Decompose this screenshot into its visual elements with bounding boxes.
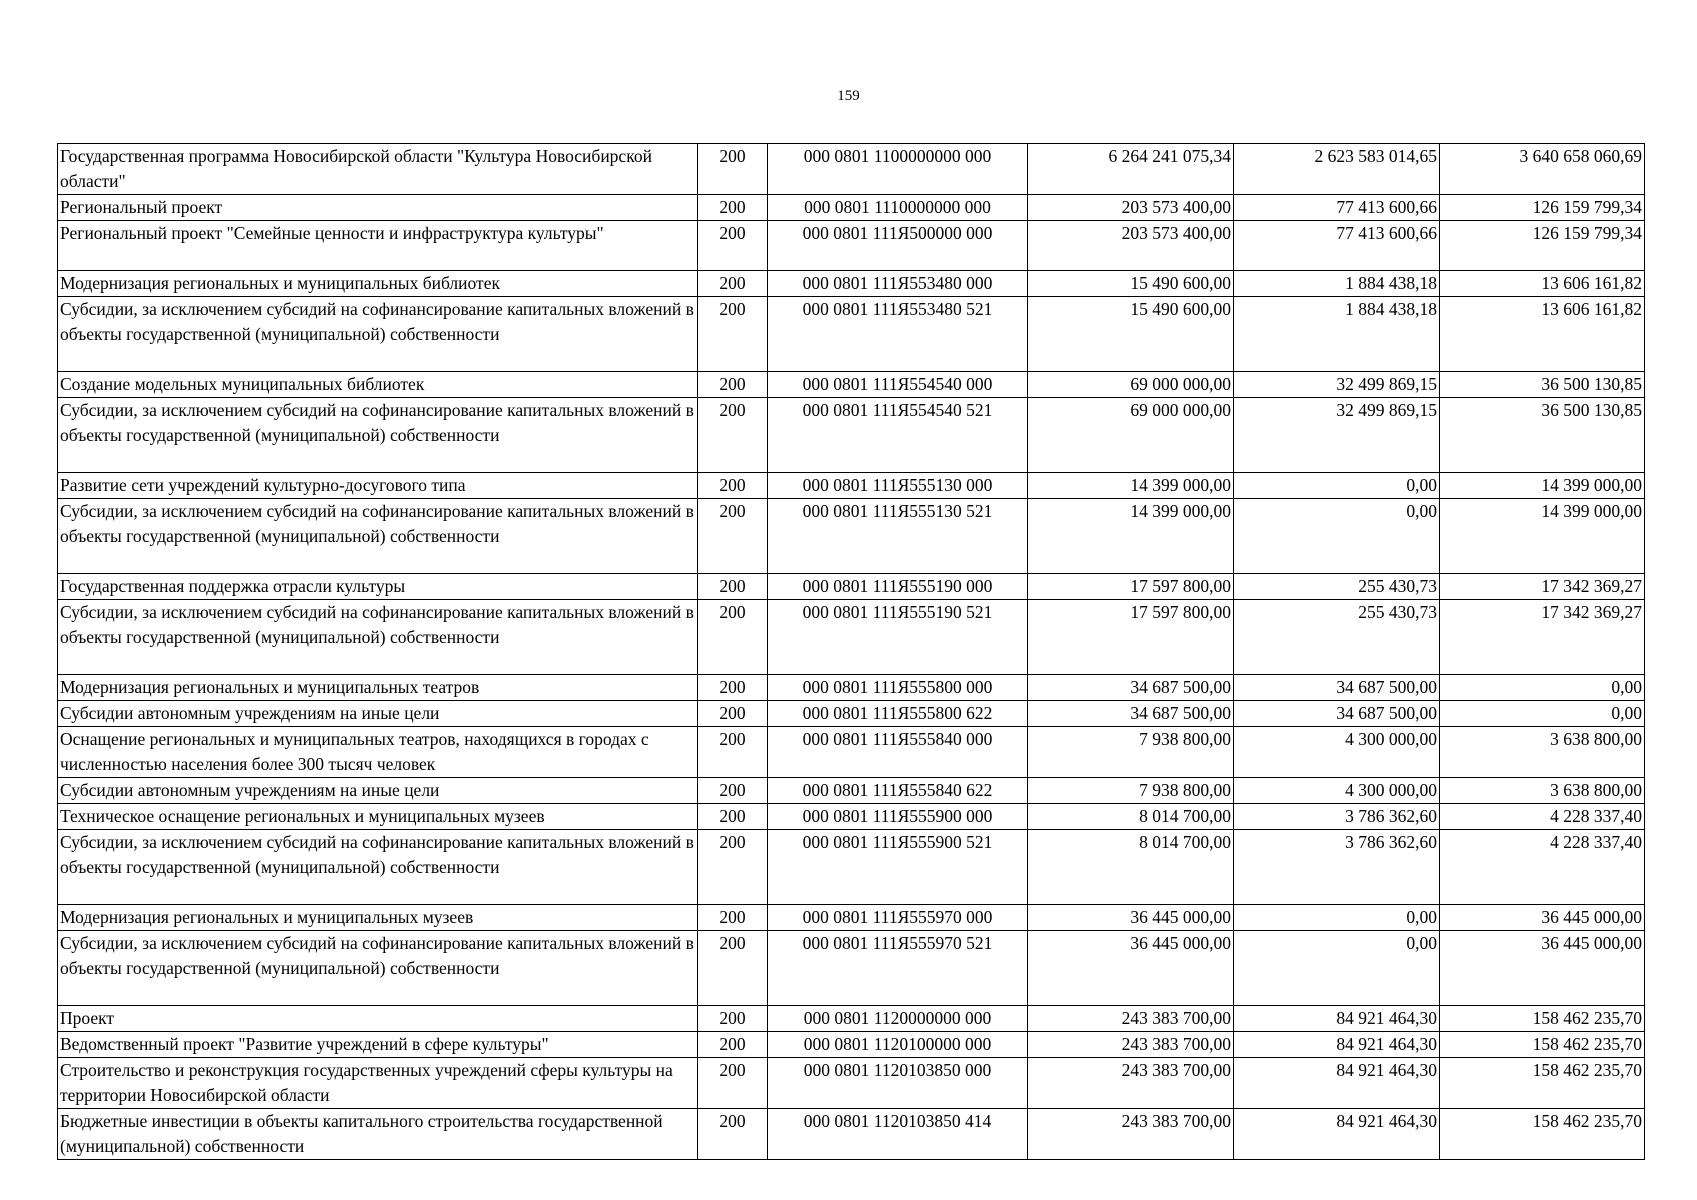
row-kbk: 000 0801 1120103850 414: [768, 1109, 1028, 1160]
row-remaining: 0,00: [1440, 675, 1645, 701]
row-kbk: 000 0801 111Я555130 000: [768, 473, 1028, 499]
row-remaining: 14 399 000,00: [1440, 473, 1645, 499]
row-code: 200: [698, 675, 768, 701]
row-executed: 4 300 000,00: [1234, 727, 1440, 778]
row-kbk: 000 0801 111Я555800 622: [768, 701, 1028, 727]
row-kbk: 000 0801 111Я555130 521: [768, 499, 1028, 574]
row-remaining: 17 342 369,27: [1440, 600, 1645, 675]
row-executed: 32 499 869,15: [1234, 398, 1440, 473]
row-executed: 0,00: [1234, 473, 1440, 499]
row-name: Развитие сети учреждений культурно-досугового типа: [58, 473, 698, 499]
table-row: [58, 1032, 1645, 1058]
row-remaining: 0,00: [1440, 701, 1645, 727]
row-approved: 243 383 700,00: [1028, 1032, 1234, 1058]
row-approved: 36 445 000,00: [1028, 905, 1234, 931]
row-approved: 7 938 800,00: [1028, 778, 1234, 804]
row-kbk: 000 0801 111Я555190 521: [768, 600, 1028, 675]
table-row: [58, 473, 1645, 499]
row-kbk: 000 0801 111Я554540 000: [768, 372, 1028, 398]
row-kbk: 000 0801 111Я500000 000: [768, 221, 1028, 271]
row-remaining: 3 638 800,00: [1440, 778, 1645, 804]
row-approved: 69 000 000,00: [1028, 398, 1234, 473]
row-remaining: 36 500 130,85: [1440, 372, 1645, 398]
row-approved: 7 938 800,00: [1028, 727, 1234, 778]
table-row: [58, 804, 1645, 830]
row-name: Государственная программа Новосибирской области "Культура Новосибирской области": [58, 144, 698, 195]
row-name: Ведомственный проект "Развитие учреждений в сфере культуры": [58, 1032, 698, 1058]
table-row: [58, 297, 1645, 372]
row-code: 200: [698, 830, 768, 905]
row-code: 200: [698, 1032, 768, 1058]
table-row: [58, 398, 1645, 473]
table-row: [58, 144, 1645, 195]
row-approved: 243 383 700,00: [1028, 1109, 1234, 1160]
table-row: [58, 931, 1645, 1006]
row-approved: 15 490 600,00: [1028, 297, 1234, 372]
row-approved: 8 014 700,00: [1028, 830, 1234, 905]
row-approved: 15 490 600,00: [1028, 271, 1234, 297]
row-remaining: 3 638 800,00: [1440, 727, 1645, 778]
row-code: 200: [698, 297, 768, 372]
row-kbk: 000 0801 1110000000 000: [768, 195, 1028, 221]
row-approved: 17 597 800,00: [1028, 600, 1234, 675]
row-code: 200: [698, 144, 768, 195]
row-remaining: 158 462 235,70: [1440, 1032, 1645, 1058]
row-approved: 8 014 700,00: [1028, 804, 1234, 830]
row-code: 200: [698, 701, 768, 727]
table-row: [58, 221, 1645, 271]
row-name: Создание модельных муниципальных библиотек: [58, 372, 698, 398]
row-executed: 3 786 362,60: [1234, 804, 1440, 830]
row-kbk: 000 0801 1120100000 000: [768, 1032, 1028, 1058]
row-name: Региональный проект: [58, 195, 698, 221]
row-approved: 14 399 000,00: [1028, 499, 1234, 574]
row-executed: 32 499 869,15: [1234, 372, 1440, 398]
row-remaining: 3 640 658 060,69: [1440, 144, 1645, 195]
row-remaining: 36 500 130,85: [1440, 398, 1645, 473]
row-remaining: 36 445 000,00: [1440, 931, 1645, 1006]
table-row: [58, 1058, 1645, 1109]
row-executed: 0,00: [1234, 499, 1440, 574]
table-row: [58, 499, 1645, 574]
row-executed: 255 430,73: [1234, 574, 1440, 600]
row-kbk: 000 0801 111Я553480 000: [768, 271, 1028, 297]
row-remaining: 126 159 799,34: [1440, 221, 1645, 271]
row-executed: 0,00: [1234, 905, 1440, 931]
row-kbk: 000 0801 111Я555970 521: [768, 931, 1028, 1006]
row-kbk: 000 0801 111Я553480 521: [768, 297, 1028, 372]
row-name: Строительство и реконструкция государственных учреждений сферы культуры на территории Новосибирской области: [58, 1058, 698, 1109]
row-code: 200: [698, 1006, 768, 1032]
row-name: Субсидии, за исключением субсидий на софинансирование капитальных вложений в объекты государственной (муниципальной) собственности: [58, 830, 698, 905]
row-code: 200: [698, 195, 768, 221]
table-row: [58, 778, 1645, 804]
row-name: Оснащение региональных и муниципальных театров, находящихся в городах с численностью населения более 300 тысяч человек: [58, 727, 698, 778]
row-executed: 84 921 464,30: [1234, 1032, 1440, 1058]
table-row: [58, 271, 1645, 297]
row-executed: 3 786 362,60: [1234, 830, 1440, 905]
row-remaining: 14 399 000,00: [1440, 499, 1645, 574]
row-name: Государственная поддержка отрасли культуры: [58, 574, 698, 600]
row-executed: 84 921 464,30: [1234, 1006, 1440, 1032]
row-code: 200: [698, 727, 768, 778]
row-code: 200: [698, 271, 768, 297]
row-kbk: 000 0801 111Я555840 622: [768, 778, 1028, 804]
row-code: 200: [698, 574, 768, 600]
row-code: 200: [698, 804, 768, 830]
row-kbk: 000 0801 111Я555900 000: [768, 804, 1028, 830]
page-number: 159: [837, 88, 860, 104]
table-row: [58, 727, 1645, 778]
table-row: [58, 600, 1645, 675]
row-name: Региональный проект "Семейные ценности и инфраструктура культуры": [58, 221, 698, 271]
row-name: Модернизация региональных и муниципальных музеев: [58, 905, 698, 931]
row-name: Проект: [58, 1006, 698, 1032]
row-approved: 243 383 700,00: [1028, 1006, 1234, 1032]
row-remaining: 4 228 337,40: [1440, 830, 1645, 905]
table-row: [58, 1109, 1645, 1160]
row-executed: 2 623 583 014,65: [1234, 144, 1440, 195]
row-remaining: 13 606 161,82: [1440, 297, 1645, 372]
table-row: [58, 905, 1645, 931]
row-executed: 34 687 500,00: [1234, 701, 1440, 727]
table-row: [58, 372, 1645, 398]
row-approved: 6 264 241 075,34: [1028, 144, 1234, 195]
row-executed: 84 921 464,30: [1234, 1109, 1440, 1160]
row-executed: 1 884 438,18: [1234, 271, 1440, 297]
row-code: 200: [698, 499, 768, 574]
row-approved: 34 687 500,00: [1028, 675, 1234, 701]
row-kbk: 000 0801 111Я555900 521: [768, 830, 1028, 905]
row-kbk: 000 0801 111Я555970 000: [768, 905, 1028, 931]
row-approved: 36 445 000,00: [1028, 931, 1234, 1006]
budget-table-body: [58, 144, 1645, 1160]
row-executed: 255 430,73: [1234, 600, 1440, 675]
row-executed: 77 413 600,66: [1234, 195, 1440, 221]
row-name: Субсидии, за исключением субсидий на софинансирование капитальных вложений в объекты государственной (муниципальной) собственности: [58, 398, 698, 473]
row-executed: 4 300 000,00: [1234, 778, 1440, 804]
row-approved: 17 597 800,00: [1028, 574, 1234, 600]
row-remaining: 4 228 337,40: [1440, 804, 1645, 830]
row-approved: 243 383 700,00: [1028, 1058, 1234, 1109]
row-name: Бюджетные инвестиции в объекты капитального строительства государственной (муниципальной) собственности: [58, 1109, 698, 1160]
row-name: Субсидии автономным учреждениям на иные цели: [58, 778, 698, 804]
row-kbk: 000 0801 1120103850 000: [768, 1058, 1028, 1109]
row-name: Модернизация региональных и муниципальных библиотек: [58, 271, 698, 297]
row-executed: 84 921 464,30: [1234, 1058, 1440, 1109]
row-name: Техническое оснащение региональных и муниципальных музеев: [58, 804, 698, 830]
row-name: Субсидии автономным учреждениям на иные цели: [58, 701, 698, 727]
table-row: [58, 701, 1645, 727]
row-executed: 0,00: [1234, 931, 1440, 1006]
row-remaining: 17 342 369,27: [1440, 574, 1645, 600]
row-name: Модернизация региональных и муниципальных театров: [58, 675, 698, 701]
row-remaining: 126 159 799,34: [1440, 195, 1645, 221]
row-kbk: 000 0801 1120000000 000: [768, 1006, 1028, 1032]
row-executed: 34 687 500,00: [1234, 675, 1440, 701]
row-code: 200: [698, 1109, 768, 1160]
row-name: Субсидии, за исключением субсидий на софинансирование капитальных вложений в объекты государственной (муниципальной) собственности: [58, 297, 698, 372]
row-executed: 77 413 600,66: [1234, 221, 1440, 271]
row-kbk: 000 0801 111Я555190 000: [768, 574, 1028, 600]
row-name: Субсидии, за исключением субсидий на софинансирование капитальных вложений в объекты государственной (муниципальной) собственности: [58, 931, 698, 1006]
row-remaining: 158 462 235,70: [1440, 1109, 1645, 1160]
row-remaining: 158 462 235,70: [1440, 1006, 1645, 1032]
row-name: Субсидии, за исключением субсидий на софинансирование капитальных вложений в объекты государственной (муниципальной) собственности: [58, 499, 698, 574]
row-executed: 1 884 438,18: [1234, 297, 1440, 372]
row-code: 200: [698, 473, 768, 499]
row-code: 200: [698, 778, 768, 804]
row-code: 200: [698, 931, 768, 1006]
row-approved: 203 573 400,00: [1028, 221, 1234, 271]
row-name: Субсидии, за исключением субсидий на софинансирование капитальных вложений в объекты государственной (муниципальной) собственности: [58, 600, 698, 675]
row-approved: 69 000 000,00: [1028, 372, 1234, 398]
row-remaining: 36 445 000,00: [1440, 905, 1645, 931]
table-row: [58, 830, 1645, 905]
row-remaining: 158 462 235,70: [1440, 1058, 1645, 1109]
row-code: 200: [698, 600, 768, 675]
row-code: 200: [698, 221, 768, 271]
row-remaining: 13 606 161,82: [1440, 271, 1645, 297]
row-approved: 203 573 400,00: [1028, 195, 1234, 221]
table-row: [58, 574, 1645, 600]
budget-table: [57, 143, 1645, 1160]
row-code: 200: [698, 905, 768, 931]
table-row: [58, 1006, 1645, 1032]
row-kbk: 000 0801 111Я554540 521: [768, 398, 1028, 473]
row-kbk: 000 0801 111Я555800 000: [768, 675, 1028, 701]
row-kbk: 000 0801 111Я555840 000: [768, 727, 1028, 778]
row-approved: 14 399 000,00: [1028, 473, 1234, 499]
table-row: [58, 195, 1645, 221]
row-code: 200: [698, 372, 768, 398]
row-code: 200: [698, 398, 768, 473]
row-approved: 34 687 500,00: [1028, 701, 1234, 727]
row-code: 200: [698, 1058, 768, 1109]
table-row: [58, 675, 1645, 701]
row-kbk: 000 0801 1100000000 000: [768, 144, 1028, 195]
